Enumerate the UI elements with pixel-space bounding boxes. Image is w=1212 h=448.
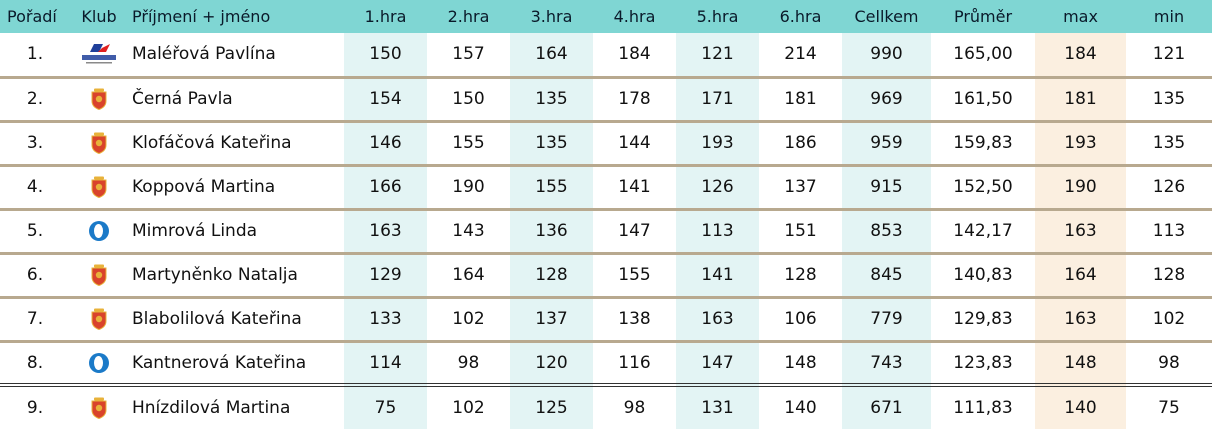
table-row bbox=[0, 77, 1212, 121]
game-5-cell: 147 bbox=[676, 341, 759, 385]
max-cell: 190 bbox=[1035, 165, 1126, 209]
average-cell: 111,83 bbox=[931, 385, 1035, 429]
max-cell: 163 bbox=[1035, 209, 1126, 253]
game-6-cell: 148 bbox=[759, 341, 842, 385]
club-cell bbox=[70, 385, 128, 429]
game-3-cell: 128 bbox=[510, 253, 593, 297]
game-2-cell: 150 bbox=[427, 77, 510, 121]
club-cell bbox=[70, 253, 128, 297]
rank-cell: 7. bbox=[0, 297, 70, 341]
rank-cell: 2. bbox=[0, 77, 70, 121]
crest-icon bbox=[91, 176, 107, 198]
game-6-cell: 128 bbox=[759, 253, 842, 297]
total-cell: 969 bbox=[842, 77, 931, 121]
max-cell: 193 bbox=[1035, 121, 1126, 165]
average-cell: 152,50 bbox=[931, 165, 1035, 209]
game-1-cell: 154 bbox=[344, 77, 427, 121]
total-cell: 743 bbox=[842, 341, 931, 385]
header-max: max bbox=[1035, 0, 1126, 33]
min-cell: 135 bbox=[1126, 77, 1212, 121]
header-row bbox=[0, 0, 1212, 33]
game-2-cell: 143 bbox=[427, 209, 510, 253]
game-3-cell: 155 bbox=[510, 165, 593, 209]
average-cell: 123,83 bbox=[931, 341, 1035, 385]
skivelo-logo-icon bbox=[76, 42, 122, 66]
game-6-cell: 137 bbox=[759, 165, 842, 209]
game-2-cell: 157 bbox=[427, 33, 510, 77]
total-cell: 845 bbox=[842, 253, 931, 297]
game-3-cell: 120 bbox=[510, 341, 593, 385]
rank-cell: 1. bbox=[0, 33, 70, 77]
game-5-cell: 126 bbox=[676, 165, 759, 209]
average-cell: 165,00 bbox=[931, 33, 1035, 77]
min-cell: 128 bbox=[1126, 253, 1212, 297]
game-6-cell: 186 bbox=[759, 121, 842, 165]
average-cell: 159,83 bbox=[931, 121, 1035, 165]
game-5-cell: 141 bbox=[676, 253, 759, 297]
game-3-cell: 164 bbox=[510, 33, 593, 77]
header-game-2: 2.hra bbox=[427, 0, 510, 33]
table-body bbox=[0, 33, 1212, 429]
header-min: min bbox=[1126, 0, 1212, 33]
table-row bbox=[0, 341, 1212, 385]
max-cell: 148 bbox=[1035, 341, 1126, 385]
table-row bbox=[0, 165, 1212, 209]
max-cell: 163 bbox=[1035, 297, 1126, 341]
crest-icon bbox=[91, 88, 107, 110]
header-name: Příjmení + jméno bbox=[128, 0, 344, 33]
table-row bbox=[0, 297, 1212, 341]
game-1-cell: 133 bbox=[344, 297, 427, 341]
game-5-cell: 113 bbox=[676, 209, 759, 253]
header-game-4: 4.hra bbox=[593, 0, 676, 33]
header-game-1: 1.hra bbox=[344, 0, 427, 33]
min-cell: 126 bbox=[1126, 165, 1212, 209]
max-cell: 184 bbox=[1035, 33, 1126, 77]
game-6-cell: 181 bbox=[759, 77, 842, 121]
crest-icon bbox=[91, 397, 107, 419]
header-game-5: 5.hra bbox=[676, 0, 759, 33]
player-name-cell: Martyněnko Natalja bbox=[128, 253, 344, 297]
total-cell: 671 bbox=[842, 385, 931, 429]
game-5-cell: 193 bbox=[676, 121, 759, 165]
player-name-cell: Černá Pavla bbox=[128, 77, 344, 121]
blue-ring-icon bbox=[89, 221, 109, 241]
header-game-3: 3.hra bbox=[510, 0, 593, 33]
game-2-cell: 102 bbox=[427, 385, 510, 429]
min-cell: 121 bbox=[1126, 33, 1212, 77]
max-cell: 181 bbox=[1035, 77, 1126, 121]
rank-cell: 3. bbox=[0, 121, 70, 165]
game-4-cell: 116 bbox=[593, 341, 676, 385]
max-cell: 164 bbox=[1035, 253, 1126, 297]
club-cell bbox=[70, 341, 128, 385]
game-1-cell: 75 bbox=[344, 385, 427, 429]
rank-cell: 8. bbox=[0, 341, 70, 385]
blue-ring-icon bbox=[89, 353, 109, 373]
min-cell: 135 bbox=[1126, 121, 1212, 165]
header-rank: Pořadí bbox=[0, 0, 70, 33]
game-2-cell: 102 bbox=[427, 297, 510, 341]
player-name-cell: Maléřová Pavlína bbox=[128, 33, 344, 77]
club-cell bbox=[70, 33, 128, 77]
player-name-cell: Mimrová Linda bbox=[128, 209, 344, 253]
game-1-cell: 146 bbox=[344, 121, 427, 165]
game-4-cell: 155 bbox=[593, 253, 676, 297]
game-3-cell: 136 bbox=[510, 209, 593, 253]
player-name-cell: Kantnerová Kateřina bbox=[128, 341, 344, 385]
total-cell: 990 bbox=[842, 33, 931, 77]
min-cell: 113 bbox=[1126, 209, 1212, 253]
crest-icon bbox=[91, 264, 107, 286]
crest-icon bbox=[91, 308, 107, 330]
club-cell bbox=[70, 121, 128, 165]
club-cell bbox=[70, 77, 128, 121]
table-row bbox=[0, 33, 1212, 77]
table-row bbox=[0, 385, 1212, 429]
average-cell: 129,83 bbox=[931, 297, 1035, 341]
game-3-cell: 135 bbox=[510, 121, 593, 165]
header-game-6: 6.hra bbox=[759, 0, 842, 33]
header-average: Průměr bbox=[931, 0, 1035, 33]
min-cell: 98 bbox=[1126, 341, 1212, 385]
game-6-cell: 106 bbox=[759, 297, 842, 341]
game-1-cell: 163 bbox=[344, 209, 427, 253]
rank-cell: 5. bbox=[0, 209, 70, 253]
game-5-cell: 131 bbox=[676, 385, 759, 429]
min-cell: 102 bbox=[1126, 297, 1212, 341]
average-cell: 161,50 bbox=[931, 77, 1035, 121]
min-cell: 75 bbox=[1126, 385, 1212, 429]
game-1-cell: 166 bbox=[344, 165, 427, 209]
game-4-cell: 178 bbox=[593, 77, 676, 121]
rank-cell: 4. bbox=[0, 165, 70, 209]
game-2-cell: 164 bbox=[427, 253, 510, 297]
game-6-cell: 214 bbox=[759, 33, 842, 77]
club-cell bbox=[70, 297, 128, 341]
game-3-cell: 135 bbox=[510, 77, 593, 121]
average-cell: 140,83 bbox=[931, 253, 1035, 297]
game-4-cell: 138 bbox=[593, 297, 676, 341]
game-4-cell: 184 bbox=[593, 33, 676, 77]
game-3-cell: 137 bbox=[510, 297, 593, 341]
game-5-cell: 171 bbox=[676, 77, 759, 121]
player-name-cell: Koppová Martina bbox=[128, 165, 344, 209]
table-row bbox=[0, 209, 1212, 253]
game-4-cell: 147 bbox=[593, 209, 676, 253]
player-name-cell: Blabolilová Kateřina bbox=[128, 297, 344, 341]
game-4-cell: 98 bbox=[593, 385, 676, 429]
player-name-cell: Hnízdilová Martina bbox=[128, 385, 344, 429]
game-1-cell: 114 bbox=[344, 341, 427, 385]
game-2-cell: 155 bbox=[427, 121, 510, 165]
game-5-cell: 121 bbox=[676, 33, 759, 77]
rank-cell: 9. bbox=[0, 385, 70, 429]
game-3-cell: 125 bbox=[510, 385, 593, 429]
total-cell: 853 bbox=[842, 209, 931, 253]
game-4-cell: 144 bbox=[593, 121, 676, 165]
rank-cell: 6. bbox=[0, 253, 70, 297]
max-cell: 140 bbox=[1035, 385, 1126, 429]
table-row bbox=[0, 253, 1212, 297]
game-4-cell: 141 bbox=[593, 165, 676, 209]
game-1-cell: 150 bbox=[344, 33, 427, 77]
club-cell bbox=[70, 209, 128, 253]
player-name-cell: Klofáčová Kateřina bbox=[128, 121, 344, 165]
table-row bbox=[0, 121, 1212, 165]
total-cell: 959 bbox=[842, 121, 931, 165]
average-cell: 142,17 bbox=[931, 209, 1035, 253]
header-club: Klub bbox=[70, 0, 128, 33]
game-2-cell: 190 bbox=[427, 165, 510, 209]
club-cell bbox=[70, 165, 128, 209]
total-cell: 779 bbox=[842, 297, 931, 341]
game-6-cell: 151 bbox=[759, 209, 842, 253]
game-1-cell: 129 bbox=[344, 253, 427, 297]
game-5-cell: 163 bbox=[676, 297, 759, 341]
crest-icon bbox=[91, 132, 107, 154]
total-cell: 915 bbox=[842, 165, 931, 209]
game-2-cell: 98 bbox=[427, 341, 510, 385]
header-total: Cellkem bbox=[842, 0, 931, 33]
game-6-cell: 140 bbox=[759, 385, 842, 429]
